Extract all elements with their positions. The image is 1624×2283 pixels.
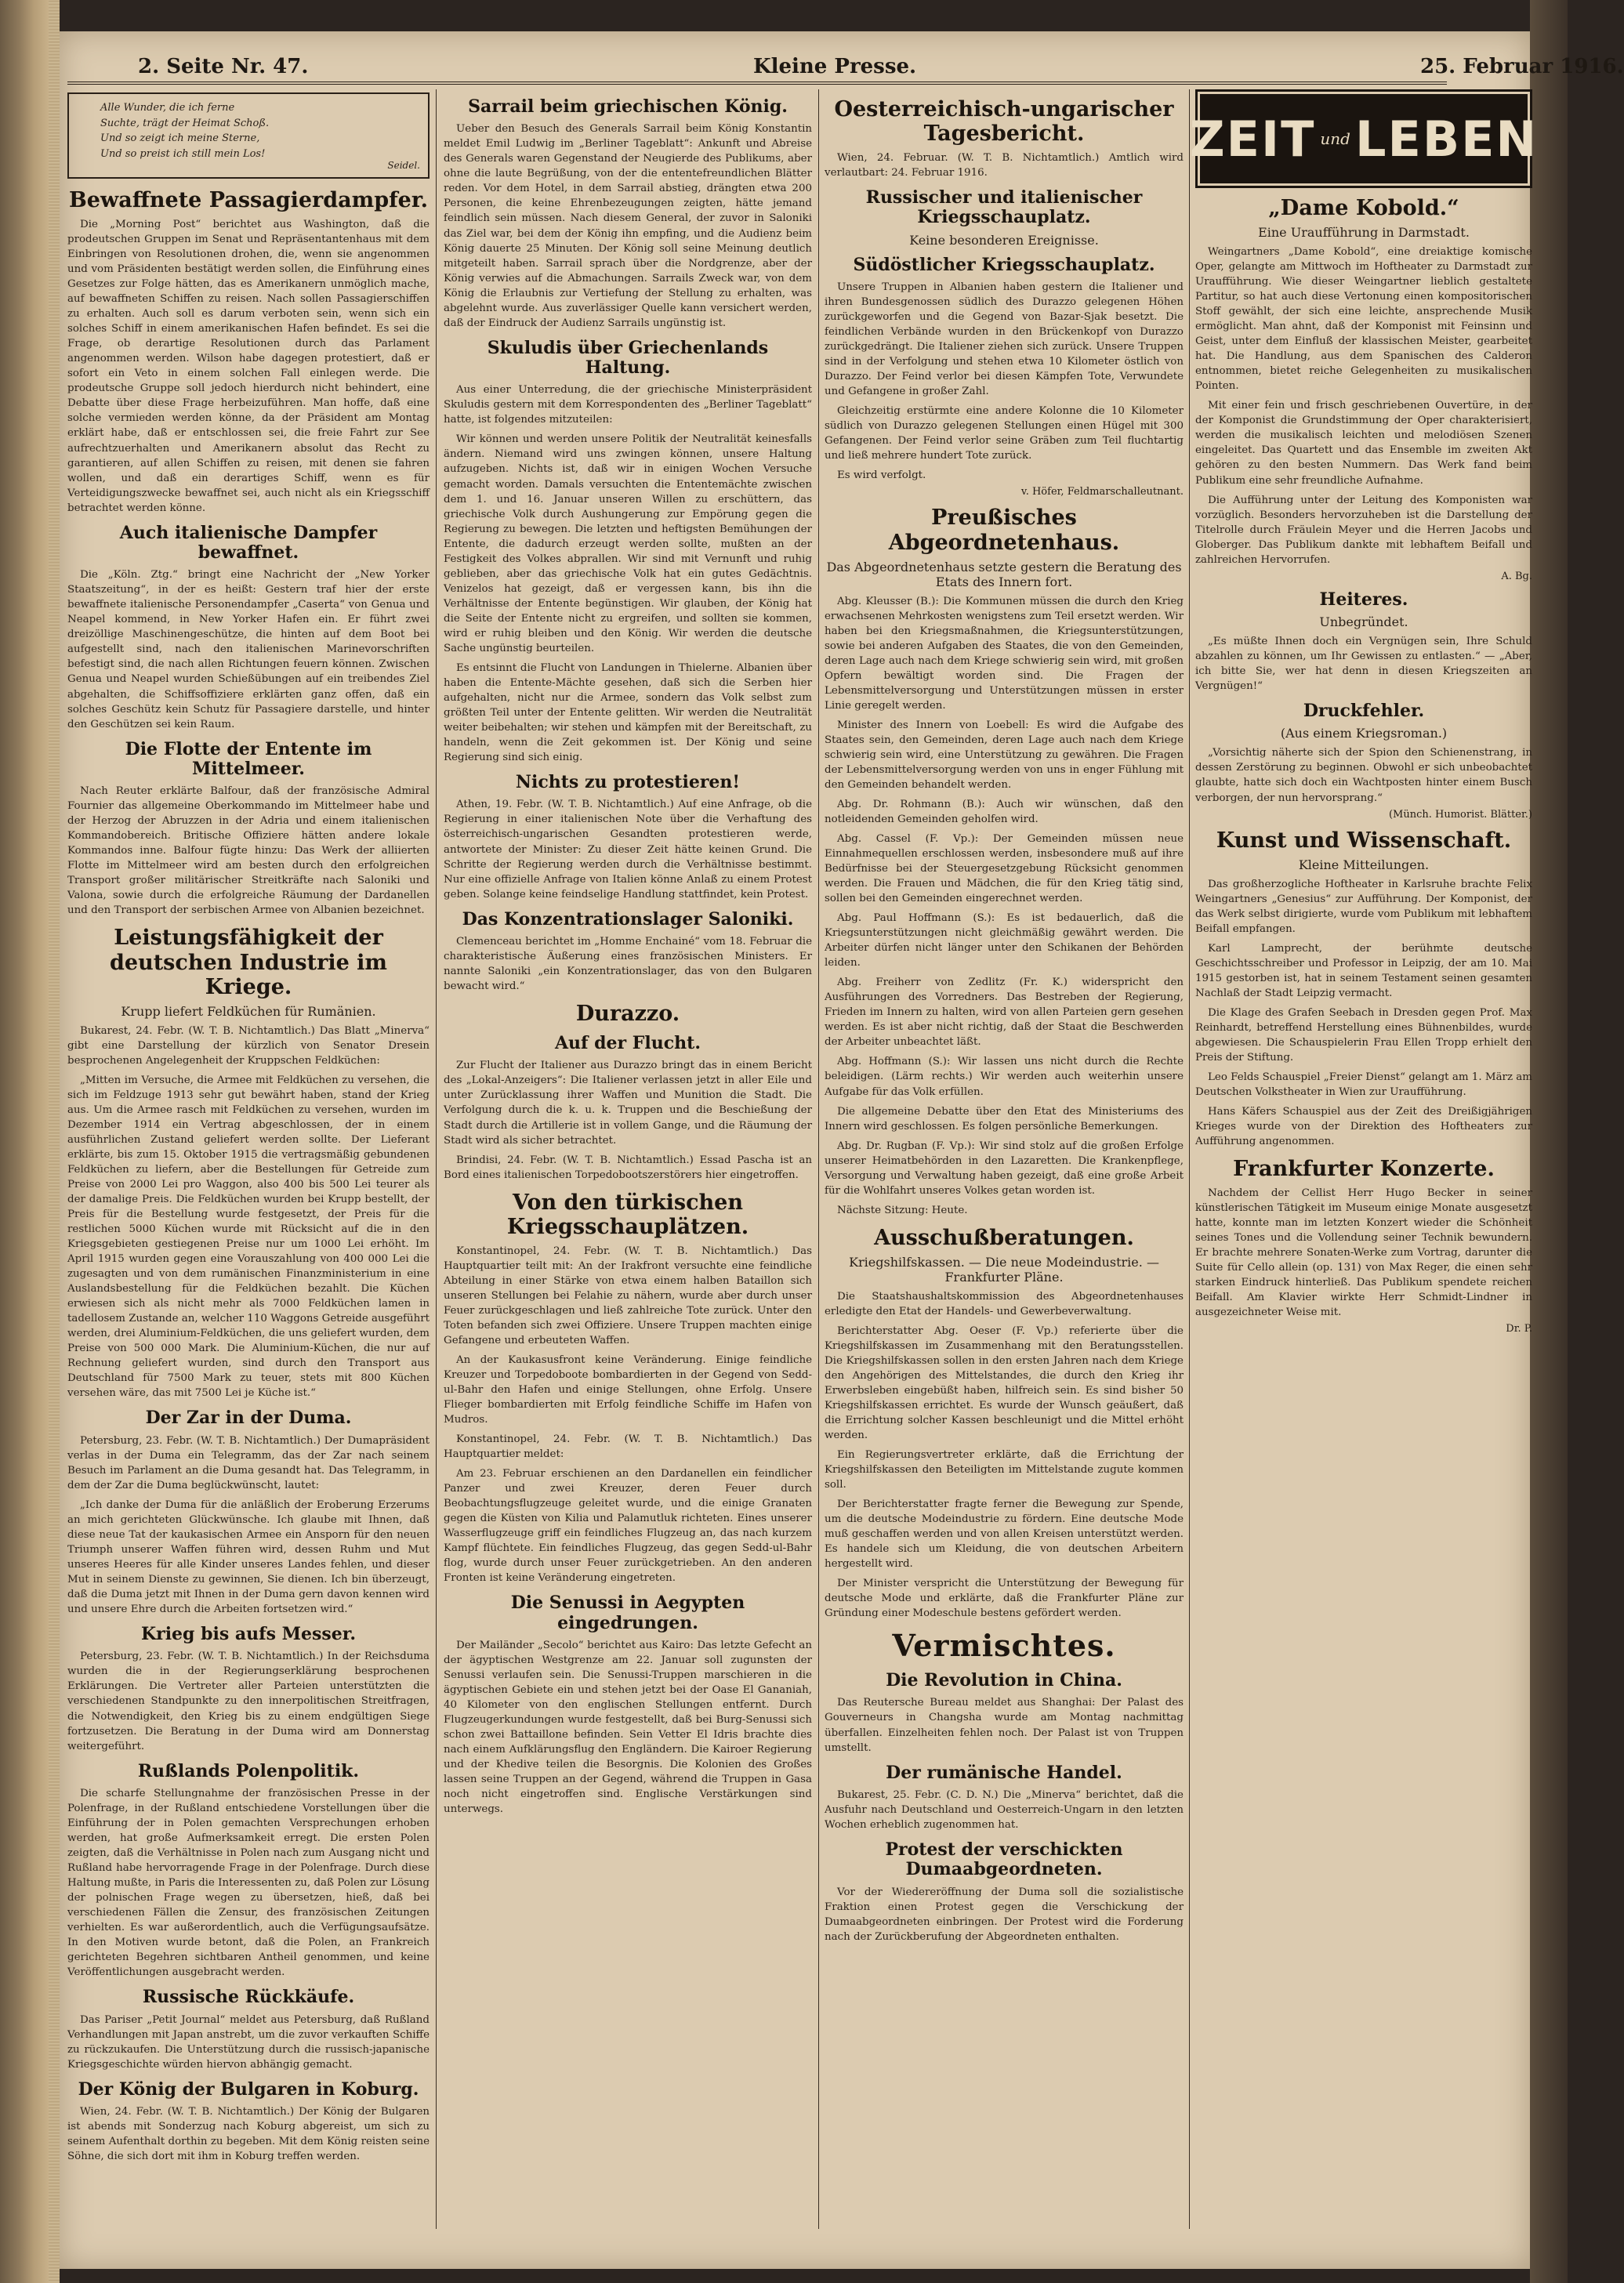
article-paragraph: Athen, 19. Febr. (W. T. B. Nichtamtlich.) Auf eine Anfrage, ob die Regierung in einer italienischen Note über die Verhaftung des österreichisch-ungarischen Gesandten protestieren werde, antwortete der Minister: Zu dieser Zeit hätte keinen Grund. Die Schritte der Regierung werden durch die Verhältnisse bestimmt. Nur eine offizielle Anfrage von Italien könne Anlaß zu einem Protest geben. Solange keine feindselige Handlung stattfindet, kein Protest. xyxy=(444,799,812,901)
article-paragraph: Das Pariser „Petit Journal“ meldet aus Petersburg, daß Rußland Verhandlungen mit Japan anstrebt, um die zuvor verkauften Schiffe zu rückzukaufen. Die Unterstützung durch die russisch-japanische Kriegsgeschichte würden hiervon abhängig gemacht. xyxy=(67,2013,430,2071)
page-number: 2. Seite Nr. 47. xyxy=(138,55,309,78)
article-paragraph: Es entsinnt die Flucht von Landungen in Thielerne. Albanien über haben die Entente-Mächte gesehen, daß sich die Serben hier aufgehalten, nicht nur die Armee, sondern das Volk selbst zum größten Teil unter der Entente gelitten. Wir werden die Neutralität weiter beibehalten; wir stehen und kämpfen mit der Bereitschaft, zu handeln, wenn die Zeit gekommen ist. Der König und seine Regierung sind sich einig. xyxy=(444,661,812,764)
article-headline: Leistungsfähigkeit der deutschen Industrie im Kriege. xyxy=(110,926,387,999)
article-paragraph: Vor der Wiedereröffnung der Duma soll die sozialistische Fraktion einen Protest gegen die Verschickung der Dumaabgeordneten einbringen. Der Protest wird die Forderung nach der Zurückberufung der Abgeordneten enthalten. xyxy=(825,1886,1184,1943)
newspaper-title: Kleine Presse. xyxy=(753,55,917,78)
article-headline: Skuludis über Griechenlands Haltung. xyxy=(487,337,769,379)
article-paragraph: Abg. Freiherr von Zedlitz (Fr. K.) widerspricht den Ausführungen des Vorredners. Das Bestreben der Regierung, Frieden im Innern zu halten, wird von allen Parteien gern gesehen werden. Es ist aber nicht richtig, daß der Staat die Beschwerden der Arbeiter unbeachtet läßt. xyxy=(825,977,1184,1049)
article-subheadline: (Aus einem Kriegsroman.) xyxy=(1280,726,1448,741)
article-paragraph: Petersburg, 23. Febr. (W. T. B. Nichtamtlich.) Der Dumapräsident verlas in der Duma ein Telegramm, das der Zar nach seinem Besuch im Parlament an die Duma gesandt hat. Das Telegramm, in dem der Zar die Duma beglückwünscht, lautet: xyxy=(67,1434,430,1491)
article-paragraph: Die Klage des Grafen Seebach in Dresden gegen Prof. Max Reinhardt, betreffend Herstellung eines Bühnenbildes, wurde abgewiesen. Die Schauspielerin Frau Ellen Tropp erhielt den Preis der Stiftung. xyxy=(1195,1006,1532,1064)
article-headline: Druckfehler. xyxy=(1303,701,1425,722)
article-subheadline: Südöstlicher Kriegsschauplatz. xyxy=(853,254,1155,275)
article-headline: Preußisches Abgeordnetenhaus. xyxy=(888,506,1120,555)
article-subheadline: Kriegshilfskassen. — Die neue Modeindustrie. — Frankfurter Pläne. xyxy=(849,1254,1159,1285)
article-subheadline: Das Abgeordnetenhaus setzte gestern die Beratung des Etats des Innern fort. xyxy=(826,559,1182,589)
article-paragraph: Ein Regierungsvertreter erklärte, daß die Errichtung der Kriegshilfskassen den Beteiligten im Mittelstande zugute kommen soll. xyxy=(825,1449,1184,1491)
poem-box xyxy=(67,92,430,179)
column-rule xyxy=(436,89,437,2229)
article-headline: Protest der verschickten Dumaabgeordneten. xyxy=(885,1839,1123,1880)
article-headline: Der rumänische Handel. xyxy=(886,1762,1122,1783)
article-paragraph: Der Mailänder „Secolo“ berichtet aus Kairo: Das letzte Gefecht an der ägyptischen Westgrenze am 22. Januar soll zugunsten der Senussi verlaufen sein. Die Senussi-Truppen marschieren in die ägyptischen Gebiete ein und stehen jetzt bei der Oase El Gananiah, 40 Kilometer von den englischen Stellungen entfernt. Durch Flugzeugerkundungen wurde festgestellt, daß bei Burg-Senussi sich schon zwei Battaillone befinden. Sein Vetter El Idris brachte dies nach einem Aufklärungsflug den Engländern. Die Kairoer Regierung und der Khedive teilen die Besorgnis. Die Kolonien des Großes lassen seine Truppen an der Gegend, während die Truppen in Gasa noch nicht eingetroffen sind. Englische Verstärkungen sind unterwegs. xyxy=(444,1640,812,1816)
column-rule xyxy=(818,89,819,2229)
article-headline: Die Flotte der Entente im Mittelmeer. xyxy=(125,738,372,779)
article-headline: Russische Rückkäufe. xyxy=(142,1987,355,2008)
column-1 xyxy=(67,89,430,2229)
next-page-edge xyxy=(1530,0,1568,2283)
article-headline: Frankfurter Konzerte. xyxy=(1233,1157,1495,1182)
article-paragraph: Die „Köln. Ztg.“ bringt eine Nachricht der „New Yorker Staatszeitung“, in der es heißt: Gestern traf hier der erste bewaffnete italienische Personendampfer „Caserta“ von Genua und Neapel kommend, in New Yorker Hafen ein. Er führt zwei dreizöllige Maschinengeschütze, die hinten auf dem Boot bei aufgestellt sind, nach den italienischen Marinevorschriften befestigt sind, die nach allen Richtungen feuern können. Zwischen Genua und Neapel wurden Schießübungen auf ein treibendes Ziel abgehalten, die Schiffsoffiziere erklärten ganz offen, daß ein solches Geschütz kein Schutz für Passagiere darstelle, und hinter den Geschützen sei kein Raum. xyxy=(67,569,430,730)
article-paragraph: Abg. Kleusser (B.): Die Kommunen müssen die durch den Krieg erwachsenen Mehrkosten wenigstens zum Teil ersetzt werden. Wir haben bei den Kriegsmaßnahmen, die Kriegsunterstützungen, sowie bei anderen Aufgaben des Staates, die von den Gemeinden, deren Lage auch nach dem Kriege schwierig sein wird, mit großen Opfern bewältigt worden sind. Die Fragen der Lebensmittelversorgung und Unterstützungen müssen in erster Linie geregelt werden. xyxy=(825,595,1184,712)
article-paragraph: Karl Lamprecht, der berühmte deutsche Geschichtsschreiber und Professor in Leipzig, der am 10. Mai 1915 gestorben ist, hat in seinem Testament seinen gesamten Nachlaß der Stadt Leipzig vermacht. xyxy=(1195,942,1532,999)
column-rule xyxy=(1189,89,1190,2229)
article-paragraph: Clemenceau berichtet im „Homme Enchainé“ vom 18. Februar die charakteristische Äußerung eines französischen Ministers. Er nannte Saloniki „ein Konzentrationslager, das von den Bulgaren bewacht wird.“ xyxy=(444,935,812,993)
article-headline: Der Zar in der Duma. xyxy=(145,1408,352,1429)
article-signature: Dr. P. xyxy=(1506,1323,1532,1335)
article-paragraph: Es wird verfolgt. xyxy=(837,469,926,482)
article-paragraph: Die Aufführung unter der Leitung des Komponisten war vorzüglich. Besonders hervorzuheben ist die Darstellung der Titelrolle durch Fräulein Meyer und die Herren Jacobs und Globerger. Das Publikum dankte mit lebhaftem Beifall und zahlreichen Hervorrufen. xyxy=(1195,494,1532,566)
article-paragraph: Ueber den Besuch des Generals Sarrail beim König Konstantin meldet Emil Ludwig im „Berliner Tageblatt“: Ankunft und Abreise des Generals waren Gegenstand der Neugierde des Publikums, aber ohne die laute Begrüßung, von der die ententefreundlichen Blätter reden. Vor dem Hotel, in dem Sarrail abstieg, drängten etwa 200 Personen, die keine Ehrenbezeugungen zeigten, hätte jemand feindlich sein müssen. Nach diesem General, der zuvor in Saloniki das Ziel war, bei dem der König ihn empfing, und die Audienz beim König dauerte 25 Minuten. Der König soll seine Meinung deutlich mitgeteilt haben. Sarrail sprach über die Nordgrenze, aber der König verwies auf die Abmachungen. Sarrails Zweck war, von dem König die Erlaubnis zur Vertiefung der Stellung zu erhalten, was abgelehnt wurde. Aus zuverlässiger Quelle kann versichert werden, daß der Eindruck der Audienz Sarrails ungünstig ist. xyxy=(444,123,812,329)
article-paragraph: Konstantinopel, 24. Febr. (W. T. B. Nichtamtlich.) Das Hauptquartier teilt mit: An der Irakfront versuchte eine feindliche Abteilung in einer Stärke von etwa einem halben Bataillon sich unseren Stellungen bei Felahie zu nähern, wurde aber durch unser Feuer zurückgeschlagen und ließ zahlreiche Tote zurück. Unter den Toten befanden sich zwei Offiziere. Unsere Truppen machten einige Gefangene und erbeuteten Waffen. xyxy=(444,1245,812,1346)
article-paragraph: Nach Reuter erklärte Balfour, daß der französische Admiral Fournier das allgemeine Oberkommando im Mittelmeer habe und der Herzog der Abruzzen in der Adria und einem italienischen Kommandobereich. Britische Offiziere hätten andere lokale Kommandos inne. Balfour fügte hinzu: Das Werk der alliierten Flotte im Mittelmeer wird am besten durch den erfolgreichen Transport großer militärischer Streitkräfte nach Saloniki und Valona, sowie durch die erfolgreiche Räumung der Dardanellen und den Transport der serbischen Armee von Albanien bezeichnet. xyxy=(67,785,430,917)
masthead xyxy=(67,50,1624,85)
article-paragraph: Aus einer Unterredung, die der griechische Ministerpräsident Skuludis gestern mit dem Korrespondenten des „Berliner Tageblatt“ hatte, ist folgendes mitzuteilen: xyxy=(444,384,812,426)
article-paragraph: Nachdem der Cellist Herr Hugo Becker in seiner künstlerischen Tätigkeit im Museum einige Monate ausgesetzt hatte, konnte man im letzten Konzert wieder die Schönheit seines Tones und die Vollendung seiner Technik bewundern. Er brachte mehrere Sonaten-Werke zum Vortrag, darunter die Suite für Cello allein (op. 131) von Max Reger, die einen sehr starken Eindruck hinterließ. Das Publikum spendete reichen Beifall. Am Klavier wirkte Herr Schmidt-Lindner in ausgezeichneter Weise mit. xyxy=(1195,1187,1532,1319)
poem-author: Seidel. xyxy=(387,160,420,171)
article-headline: Ausschußberatungen. xyxy=(874,1225,1134,1250)
book-spine xyxy=(0,0,49,2283)
issue-date: 25. Februar 1916. xyxy=(1420,55,1624,78)
article-headline: Rußlands Polenpolitik. xyxy=(137,1760,360,1781)
article-headline: Sarrail beim griechischen König. xyxy=(468,96,788,117)
banner-word: LEBEN xyxy=(1354,110,1539,168)
poem-line: Und so zeigt ich meine Sterne, xyxy=(100,132,260,144)
article-headline: Heiteres. xyxy=(1319,589,1408,610)
article-headline: „Dame Kobold.“ xyxy=(1268,196,1459,220)
article-signature: v. Höfer, Feldmarschalleutnant. xyxy=(1020,486,1184,498)
article-headline: Durazzo. xyxy=(575,1002,680,1027)
article-paragraph: Minister des Innern von Loebell: Es wird die Aufgabe des Staates sein, den Gemeinden, deren Lage auch nach dem Kriege schwierig sein wird, eine Unterstützung zu gewähren. Die Fragen der Lebensmittelversorgung werden von uns in enger Fühlung mit den Gemeinden behandelt werden. xyxy=(825,719,1184,791)
article-paragraph: Der Berichterstatter fragte ferner die Bewegung zur Spende, um die deutsche Modeindustrie zu fördern. Eine deutsche Mode muß geschaffen werden und von allen Kreisen unterstützt werden. Es handele sich um Kleidung, die von deutschen Arbeitern hergestellt wird. xyxy=(825,1498,1184,1571)
article-paragraph: An der Kaukasusfront keine Veränderung. Einige feindliche Kreuzer und Torpedoboote bombardierten in der Gegend von Sedd-ul-Bahr den Hafen und einige Stellungen, ohne Erfolg. Unsere Flieger bombardierten mit Erfolg feindliche Schiffe im Hafen von Mudros. xyxy=(444,1353,812,1426)
article-headline: Auch italienische Dampfer bewaffnet. xyxy=(119,522,378,563)
article-subheadline: Krupp liefert Feldküchen für Rumänien. xyxy=(121,1003,376,1019)
article-paragraph: Brindisi, 24. Febr. (W. T. B. Nichtamtlich.) Essad Pascha ist an Bord eines italienischen Torpedobootszerstörers hier eingetroffen. xyxy=(444,1154,812,1181)
article-subtext: Keine besonderen Ereignisse. xyxy=(909,232,1099,248)
article-paragraph: Abg. Dr. Rugban (F. Vp.): Wir sind stolz auf die großen Erfolge unserer Heimatbehörden in den Lazaretten. Die Krankenpflege, Versorgung und Verwaltung haben gezeigt, daß eine große Arbeit für die Wohlfahrt unseres Volkes getan worden ist. xyxy=(825,1140,1184,1197)
article-subheadline: Kleine Mitteilungen. xyxy=(1298,857,1430,872)
article-paragraph: Die allgemeine Debatte über den Etat des Ministeriums des Innern wird geschlossen. Es folgen persönliche Bemerkungen. xyxy=(825,1105,1184,1132)
article-paragraph: Wien, 24. Febr. (W. T. B. Nichtamtlich.) Der König der Bulgaren ist abends mit Sonderzug nach Koburg abgereist, um sich zu seinem Aufenthalt dorthin zu begeben. Mit dem König reisten seine Söhne, die sich dort mit ihm in Koburg treffen werden. xyxy=(67,2106,430,2163)
article-subheadline: Auf der Flucht. xyxy=(554,1033,701,1054)
article-paragraph: Bukarest, 25. Febr. (C. D. N.) Die „Minerva“ berichtet, daß die Ausfuhr nach Deutschland und Oesterreich-Ungarn in den letzten Wochen erheblich zugenommen hat. xyxy=(825,1788,1184,1831)
article-paragraph: „Ich danke der Duma für die anläßlich der Eroberung Erzerums an mich gerichteten Glückwünsche. Ich glaube mit Ihnen, daß diese neue Tat der kaukasischen Armee ein Ansporn für den neuen Triumph unserer Waffen führen wird, dessen Ruhm und Mut unseres Heeres für alle Kinder unseres Landes fehlen, und dieser Mut in seinem Dienste zu gewinnen, Sie dienen. Ich bin überzeugt, daß die Duma jetzt mit Ihnen in der Duma gern davon kennen wird und unsere Ehre durch die Arbeiten fortsetzen wird.“ xyxy=(67,1498,430,1616)
article-headline: Von den türkischen Kriegsschauplätzen. xyxy=(506,1190,749,1239)
article-paragraph: Abg. Hoffmann (S.): Wir lassen uns nicht durch die Rechte beleidigen. (Lärm rechts.) Wir werden auch weiterhin unsere Aufgabe für das Volk erfüllen. xyxy=(825,1056,1184,1098)
article-subheadline: Eine Uraufführung in Darmstadt. xyxy=(1258,225,1470,241)
article-paragraph: Nächste Sitzung: Heute. xyxy=(837,1204,968,1216)
article-paragraph: Mit einer fein und frisch geschriebenen Ouvertüre, in der der Komponist die Grundstimmung der Oper charakterisiert, werden die musikalisch leichten und melodiösen Szenen eingeleitet. Das Quartett und das Ensemble im zweiten Akt gehören zu den besten Nummern. Das Werk fand beim Publikum eine sehr freundliche Aufnahme. xyxy=(1195,400,1532,487)
article-subheadline: Unbegründet. xyxy=(1319,614,1408,629)
article-paragraph: Abg. Dr. Rohmann (B.): Auch wir wünschen, daß den notleidenden Gemeinden geholfen wird. xyxy=(825,798,1184,825)
section-headline: Vermischtes. xyxy=(892,1628,1116,1664)
column-4 xyxy=(1189,89,1539,2229)
article-headline: Nichts zu protestieren! xyxy=(515,772,741,793)
article-paragraph: Der Minister verspricht die Unterstützung der Bewegung für deutsche Mode und erklärte, daß die Frankfurter Pläne zur Gründung einer Modeschule bestens gefördert werden. xyxy=(825,1578,1184,1620)
article-paragraph: Weingartners „Dame Kobold“, eine dreiaktige komische Oper, gelangte am Mittwoch im Hoftheater zu Darmstadt zur Uraufführung. Wie dieser Weingartner lieblich gestaltete Partitur, so hat auch diese Vertonung einen kompositorischen Stoff gewählt, der sich eine leichte, ansprechende Musik ermöglicht. Man ahnt, daß der Komponist mit Feinsinn und Geist, unter dem Einfluß der klassischen Meister, gearbeitet hat. Die Handlung, aus dem Spanischen des Calderon entnommen, bietet reiche Gelegenheiten zu musikalischen Pointen. xyxy=(1195,246,1532,393)
article-paragraph: Petersburg, 23. Febr. (W. T. B. Nichtamtlich.) In der Reichsduma wurden die in der Regierungserklärung besprochenen Erklärungen. Die Vertreter aller Parteien unterstützten die verschiedenen Standpunkte zu den innerpolitischen Streitfragen, die Notwendigkeit, den Krieg bis zu einem endgültigen Siege fortzusetzen. Die Beratung in der Duma wird am Donnerstag weitergeführt. xyxy=(67,1651,430,1752)
article-lead: Wien, 24. Februar. (W. T. B. Nichtamtlich.) Amtlich wird verlautbart: 24. Februar 1916. xyxy=(825,152,1184,179)
article-signature: (Münch. Humorist. Blätter.) xyxy=(1388,808,1532,821)
article-subheadline: Russischer und italienischer Kriegsschauplatz. xyxy=(865,187,1143,228)
article-headline: Oesterreichisch-ungarischer Tagesbericht. xyxy=(834,97,1174,147)
article-paragraph: Das Reutersche Bureau meldet aus Shanghai: Der Palast des Gouverneurs in Changsha wurde am Montag nachmittag überfallen. Einzelheiten fehlen noch. Der Palast ist von Truppen umstellt. xyxy=(825,1697,1184,1754)
article-paragraph: „Mitten im Versuche, die Armee mit Feldküchen zu versehen, die sich im Feldzuge 1913 sehr gut bewährt haben, stand der Krieg aus. Um die Armee rasch mit Feldküchen zu versehen, wurden im Dezember 1914 ein Vertrag abgeschlossen, der in einem ausführlichen Zustand geliefert werden sollte. Der Lieferant erklärte, bis zum 15. Oktober 1915 die vertragsmäßig gebundenen Feldküchen zu liefern, aber die Bestellungen für Getreide zum Preise von 2000 Lei pro Waggon, also 400 bis 500 Lei teurer als der damalige Preis. Die Feldküchen wurden bei Krupp bestellt, der Preis für die Bestellung wurde festgesetzt, der Preis für die restlichen 5000 Küchen wurde mit Rücksicht auf die in den Kriegsgebieten gestiegenen Preise nur um 1000 Lei erhöht. Im April 1915 wurden gegen eine Vorauszahlung von 400 000 Lei die zugesagten und von dem rumänischen Finanzministerium in eine Auslandsbestellung für die Feldküchen bezahlt. Die Küchen erwiesen sich als nicht mehr als 7000 Feldküchen lamen in tadellosem Zustande an, welcher 110 Waggons Getreide ausgeführt werden, drei Aluminium-Feldküchen, die uns geliefert wurden, dem Preise von 500 000 Mark. Die Aluminium-Küchen, die nur auf Rechnung geliefert wurden, sind durch den Transport aus Deutschland für 7500 Mark zu teuer, stets mit 800 Küchen versehen wäre, das mit 7500 Lei je Küche ist.“ xyxy=(67,1074,430,1400)
article-paragraph: Leo Felds Schauspiel „Freier Dienst“ gelangt am 1. März am Deutschen Volkstheater in Wien zur Uraufführung. xyxy=(1195,1071,1532,1098)
article-paragraph: Die Staatshaushaltskommission des Abgeordnetenhauses erledigte den Etat der Handels- und Gewerbeverwaltung. xyxy=(825,1290,1184,1317)
poem-line: Suchte, trägt der Heimat Schoß. xyxy=(100,117,270,129)
article-paragraph: Gleichzeitig erstürmte eine andere Kolonne die 10 Kilometer südlich von Durazzo gelegenen Stellungen einen Hügel mit 300 Gefangenen. Der Feind verlor seine Gräben zum Teil fluchtartig und ließ mehrere hundert Tote zurück. xyxy=(825,405,1184,462)
article-headline: Kunst und Wissenschaft. xyxy=(1216,828,1512,853)
zeit-und-leben-banner xyxy=(1189,89,1539,188)
article-paragraph: Hans Käfers Schauspiel aus der Zeit des Dreißigjährigen Krieges wurde von der Direktion des Hoftheaters zur Aufführung angenommen. xyxy=(1195,1106,1532,1148)
poem-line: Und so preist ich still mein Los! xyxy=(100,147,266,160)
article-paragraph: „Vorsichtig näherte sich der Spion den Schienenstrang, in dessen Zerstörung zu beginnen. Obwohl er sich unbeobachtet glaubte, hatte sich doch ein Wachtposten hinter einem Busch verborgen, der nun hervorsprang.“ xyxy=(1195,747,1532,804)
article-headline: Bewaffnete Passagierdampfer. xyxy=(68,188,429,212)
banner-word: und xyxy=(1320,129,1350,148)
article-paragraph: Zur Flucht der Italiener aus Durazzo bringt das in einem Bericht des „Lokal-Anzeigers“: Die Italiener verlassen jetzt in aller Eile und unter Zurücklassung ihrer Waffen und Munition die Stadt. Die Verfolgung durch die k. u. k. Truppen und die Beschießung der Stadt durch die Artillerie ist in vollem Gange, und die Räumung der Stadt wird als sicher betrachtet. xyxy=(444,1060,812,1147)
article-paragraph: Die scharfe Stellungnahme der französischen Presse in der Polenfrage, in der Rußland entschiedene Vorstellungen über die Einführung der in Polen gemachten Versprechungen erhoben werden, hat große Aufmerksamkeit erregt. Die ersten Polen zeigten, daß die Verhältnisse in Polen nach zum Ausgang nicht und Rußland habe hervorragende Frage in der Polenfrage. Durch diese Haltung mußte, in Paris die Interessenten zu, daß Polen zur Lösung der polnischen Frage wegen zu übersetzen, hieß, daß bei verschiedenen Fällen die Zensur, des französischen Zeitungen verhielten. Es war außerordentlich, auch die Verfügungsaufsätze. In den Motiven wurde betont, daß die Polen, an Frankreich gerichteten Begehren sichtbaren Antheil genommen, und keine Veröffentlichungen ausgebracht werden. xyxy=(67,1787,430,1979)
article-paragraph: Die „Morning Post“ berichtet aus Washington, daß die prodeutschen Gruppen im Senat und Repräsentantenhaus mit dem Einbringen von Resolutionen drohen, die, wenn sie angenommen und vom Präsidenten bestätigt werden sollen, die Einführung eines Gesetzes zur Folge hätten, das es Amerikanern unmöglich mache, auf bewaffneten Schiffen zu reisen. Nach sollen Passagierschiffen zu erhalten. Auch soll es darum verboten sein, wenn sich ein solches Schiff in einem amerikanischen Hafen befindet. Es sei die Frage, ob derartige Resolutionen durch das Parlament angenommen werden. Wilson habe dagegen protestiert, daß er sofort ein Veto in einem solchen Fall einlegen werde. Die prodeutsche Gruppe soll jedoch hierdurch nicht behindert, eine Debatte über diese Frage herbeizuführen. Man hoffe, daß eine solche vermieden werden könne, da der Präsident am Montag erklärt habe, daß er entschlossen sei, die freie Fahrt zur See aufrechtzuerhalten und Amerikanern absolut das Recht zu garantieren, auf allen Schiffen zu reisen, mit denen sie fahren wollen, und daß ein derartiges Schiff, wenn es für Verteidigungszwecke bewaffnet sei, auch nicht als ein Kriegsschiff betrachtet werden könne. xyxy=(67,219,430,514)
article-paragraph: „Es müßte Ihnen doch ein Vergnügen sein, Ihre Schuld abzahlen zu können, um Ihr Gewissen zu entlasten.“ — „Aber, ich bitte Sie, wer hat denn in diesen Kriegszeiten an Vergnügen!“ xyxy=(1195,636,1532,693)
poem-line: Alle Wunder, die ich ferne xyxy=(100,102,235,114)
article-paragraph: Abg. Paul Hoffmann (S.): Es ist bedauerlich, daß die Kriegsunterstützungen nicht gleichmäßig gewährt werden. Die Arbeiter dürfen nicht länger unter den Schikanen der Behörden leiden. xyxy=(825,912,1184,969)
article-headline: Die Senussi in Aegypten eingedrungen. xyxy=(510,1593,745,1633)
article-paragraph: Konstantinopel, 24. Febr. (W. T. B. Nichtamtlich.) Das Hauptquartier meldet: xyxy=(444,1433,812,1461)
article-headline: Krieg bis aufs Messer. xyxy=(140,1624,356,1645)
article-headline: Die Revolution in China. xyxy=(886,1670,1122,1691)
article-paragraph: Berichterstatter Abg. Oeser (F. Vp.) referierte über die Kriegshilfskassen im Zusammenhang mit den Beratungsstellen. Die Kriegshilfskassen sollen in den ersten Jahren nach dem Kriege den Angehörigen des Mittelstandes, die durch den Krieg ihr Erwerbsleben eingebüßt haben, hilfreich sein. Es sind bisher 50 Kriegshilfskassen errichtet. Es wurde der Wunsch geäußert, daß die Errichtung solcher Kassen beschleunigt und die Mittel erhöht werden. xyxy=(825,1325,1184,1442)
page-stack-edge xyxy=(49,0,60,2283)
article-paragraph: Am 23. Februar erschienen an den Dardanellen ein feindlicher Panzer und zwei Kreuzer, deren Feuer durch Beobachtungsflugzeuge geleitet wurde, und die einige Granaten gegen die Küsten von Kilia und Palamutluk richteten. Eines unserer Wasserflugzeuge griff ein feindliches Flugzeug an, das nach kurzem Kampf flüchtete. Ein feindliches Flugzeug, das gegen Sedd-ul-Bahr flog, wurde durch unser Feuer zurückgetrieben. An den anderen Fronten ist keine Veränderung eingetreten. xyxy=(444,1468,812,1585)
article-paragraph: Das großherzogliche Hoftheater in Karlsruhe brachte Felix Weingartners „Genesius“ zur Aufführung. Der Komponist, der das Werk selbst dirigierte, wurde vom Publikum mit lebhaftem Beifall empfangen. xyxy=(1195,878,1532,935)
article-paragraph: Bukarest, 24. Febr. (W. T. B. Nichtamtlich.) Das Blatt „Minerva“ gibt eine Darstellung der kürzlich von Senator Dresein besprochenen Angelegenheit der Kruppschen Feldküchen: xyxy=(67,1024,430,1067)
banner-word: ZEIT xyxy=(1189,110,1316,168)
article-headline: Der König der Bulgaren in Koburg. xyxy=(78,2078,419,2100)
article-headline: Das Konzentrationslager Saloniki. xyxy=(462,908,794,930)
article-paragraph: Abg. Cassel (F. Vp.): Der Gemeinden müssen neue Einnahmequellen erschlossen werden, insbesondere muß auf ihre Bedürfnisse bei der Steuergesetzgebung Rücksicht genommen werden. Die Frauen und Mädchen, die für den Krieg tätig sind, sollen bei den Gemeinden eingerechnet werden. xyxy=(825,833,1184,905)
article-paragraph: Wir können und werden unsere Politik der Neutralität keinesfalls ändern. Niemand wird uns zwingen können, unsere Haltung aufzugeben. Nichts ist, daß wir in einigen Wochen Versuche gemacht worden. Damals versuchten die Ententemächte zwischen dem 1. und 16. Januar unseren Willen zu erschüttern, das griechische Volk durch Aushungerung zur Empörung gegen die Regierung zu bewegen. Die letzten und heftigsten Bemühungen der Entente, die dadurch erzeugt werden sollte, mußten an der Festigkeit des Volkes abprallen. Wir sind mit Vernunft und ruhig geblieben, aber das griechische Volk hat ein gutes Gedächtnis. Venizelos hat gezeigt, daß er vergessen kann, bis ihn die Verhältnisse der Entente begünstigen. Wir glauben, der König hat die Seite der Entente nicht zu ergreifen, und sollten sie kommen, wird er ruhig bleiben und den König. Wir werden die deutsche Sache ungünstig beurteilen. xyxy=(444,433,812,654)
column-3 xyxy=(825,89,1184,2229)
column-2 xyxy=(444,89,812,2229)
article-signature: A. Bg. xyxy=(1501,570,1532,582)
article-paragraph: Unsere Truppen in Albanien haben gestern die Italiener und ihren Bundesgenossen südlich des Durazzo gelegenen Höhen zurückgeworfen und die Gegend von Bazar-Sjak besetzt. Die feindlichen Verbände wurden in den Brückenkopf von Durazzo zurückgedrängt. Die Italiener ziehen sich zurück. Unsere Truppen sind in der Verfolgung und stehen etwa 10 Kilometer östlich von Durazzo. Der Feind verlor bei diesen Kämpfen Tote, Verwundete und Gefangene in großer Zahl. xyxy=(825,281,1184,398)
